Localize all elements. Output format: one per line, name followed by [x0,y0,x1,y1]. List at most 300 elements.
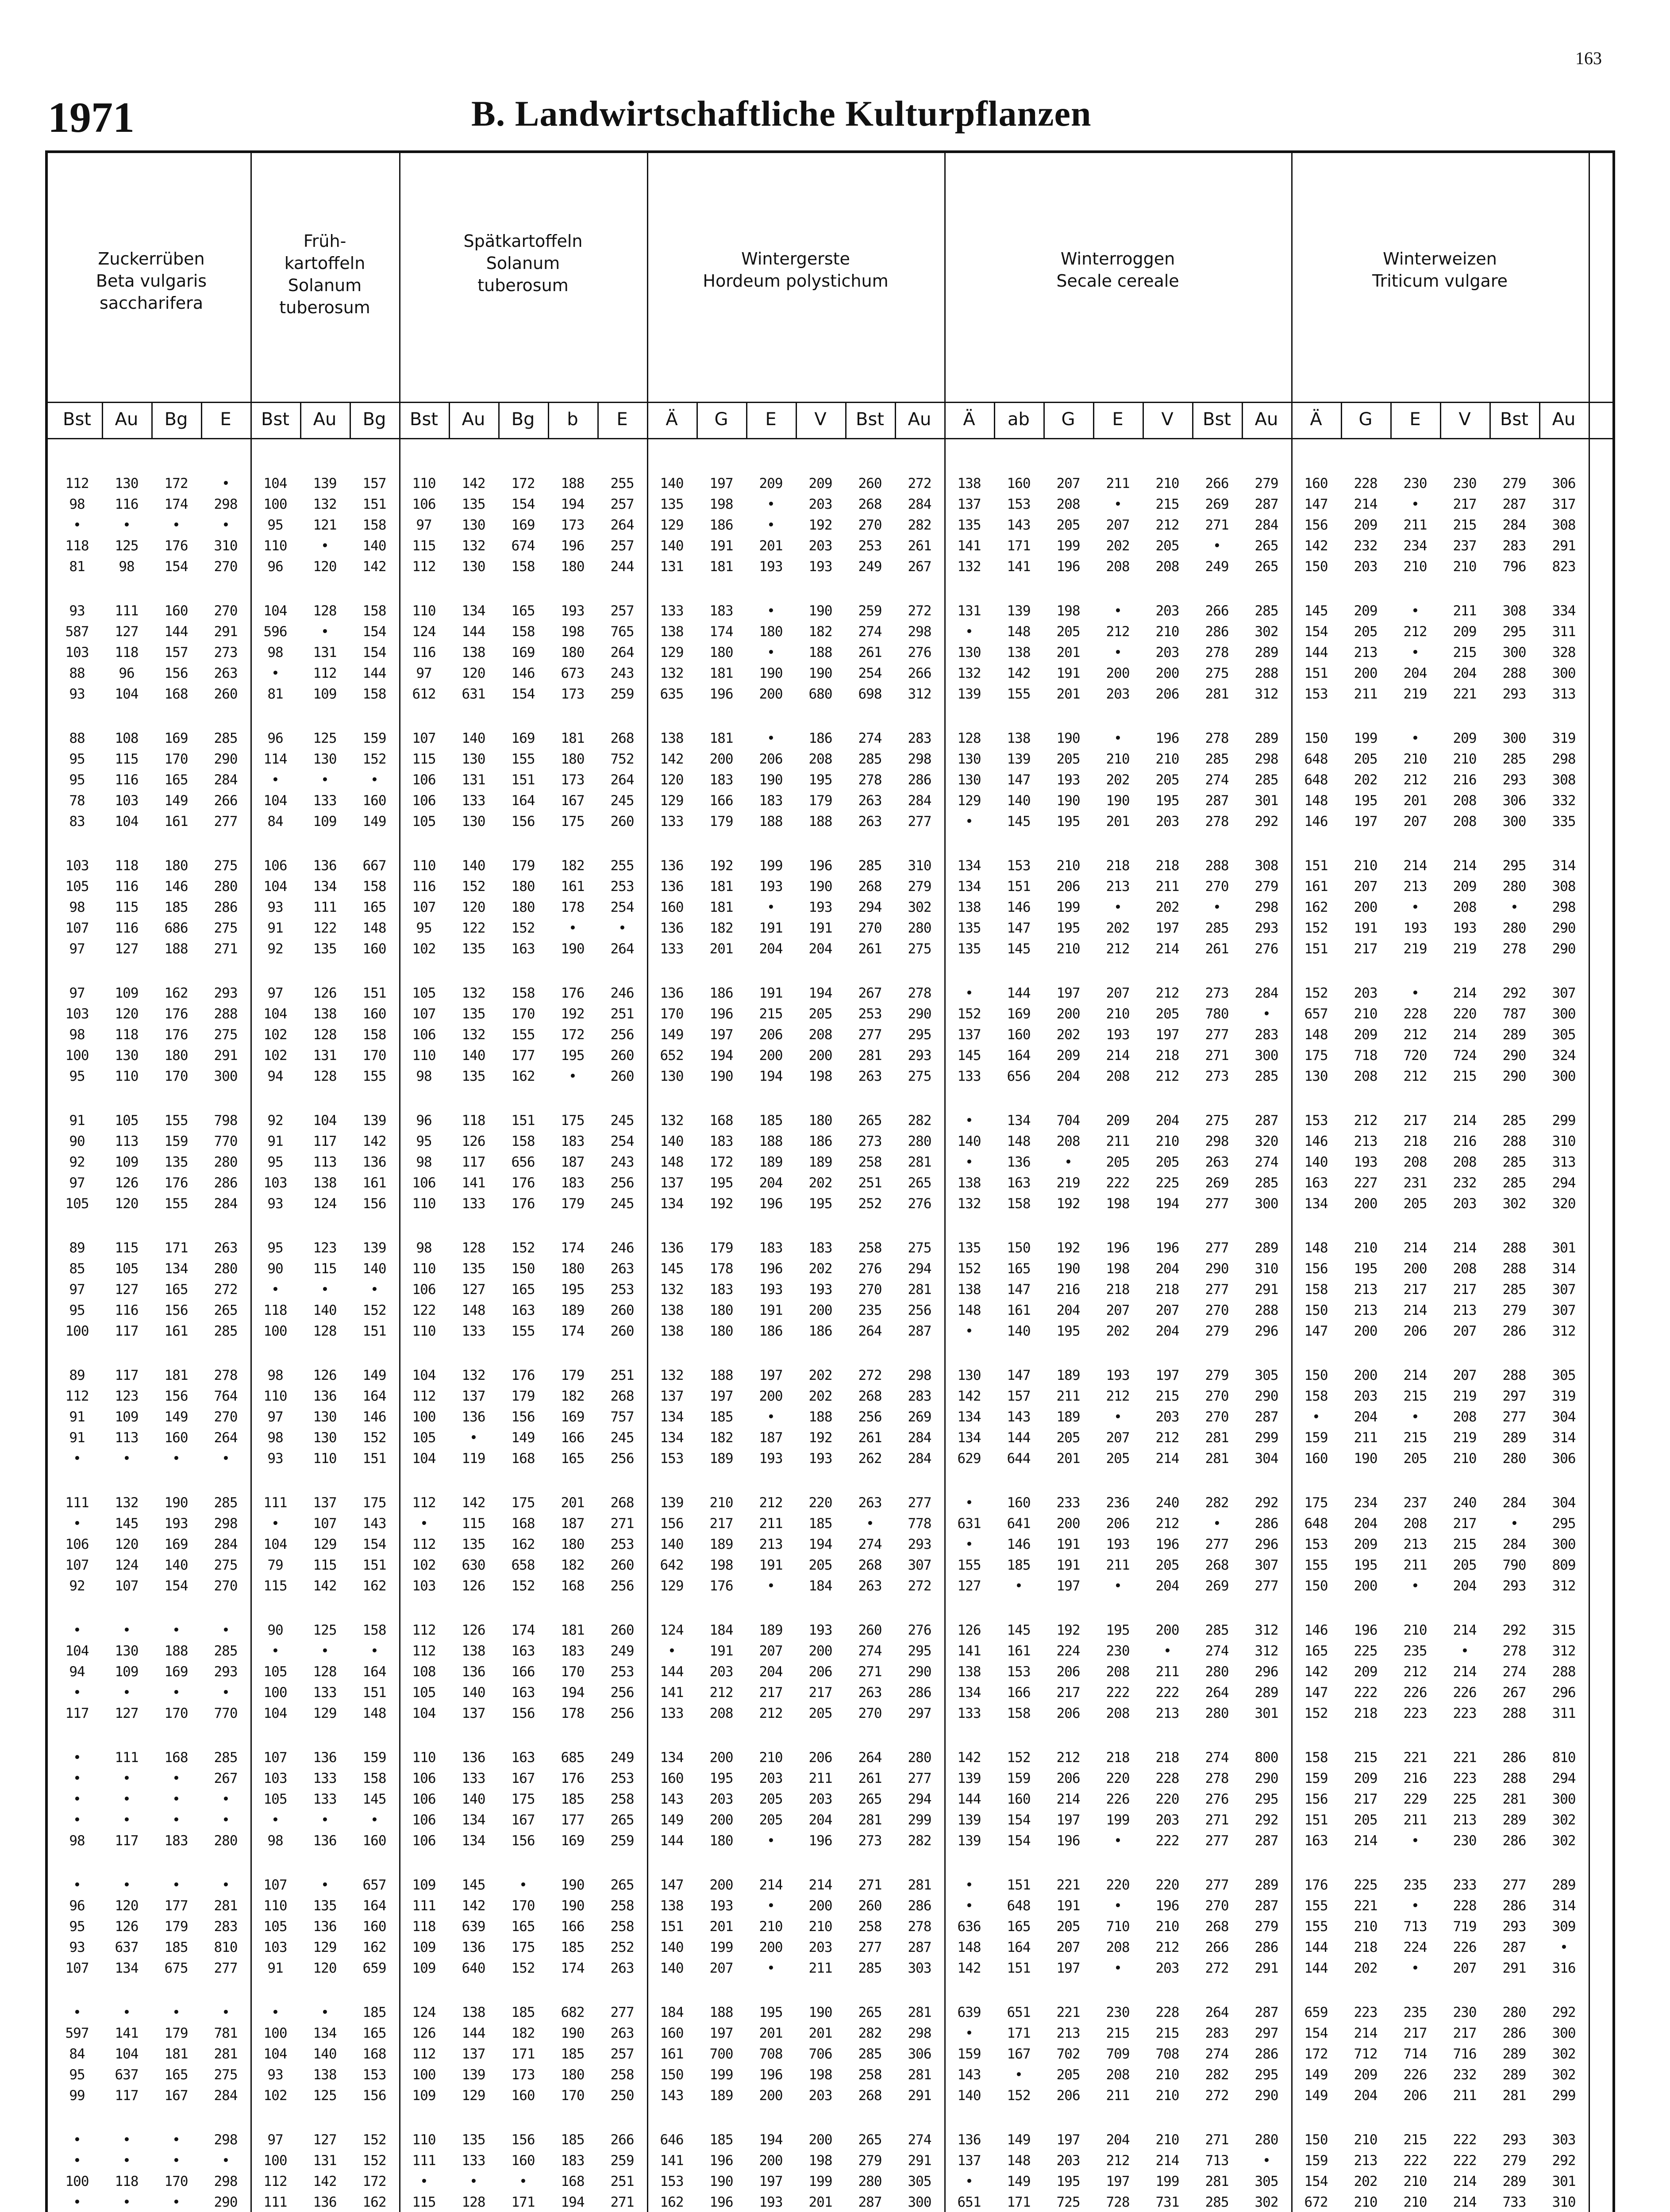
table-cell: 218 [1106,858,1130,874]
table-cell: 127 [115,1282,139,1298]
table-cell: 179 [164,2025,188,2041]
table-cell: 204 [1155,1323,1179,1339]
table-cell: 164 [1007,1048,1031,1064]
table-cell: 222 [1403,2153,1427,2169]
table-cell: • [222,517,230,533]
table-cell: 208 [1403,1154,1427,1170]
table-cell: 702 [1056,2046,1080,2062]
table-cell: 168 [511,1516,535,1532]
table-cell: 189 [1056,1367,1080,1383]
table-cell: 115 [263,1578,287,1594]
table-cell: 204 [1453,1578,1477,1594]
table-cell: 324 [1552,1048,1576,1064]
table-cell: 135 [462,2132,485,2148]
group-header-line: tuberosum [279,298,370,317]
table-cell: 136 [660,1240,684,1256]
table-cell: 230 [1106,2005,1130,2020]
table-cell: • [321,1877,329,1893]
table-cell: 280 [214,879,238,895]
table-cell: 156 [1304,517,1328,533]
table-cell: 142 [313,2174,337,2189]
table-cell: 170 [164,1705,188,1721]
table-cell: 190 [759,665,783,681]
table-cell: • [123,1451,131,1467]
column-header [895,409,944,430]
table-cell: 133 [313,1685,337,1701]
table-cell: 286 [1205,624,1229,640]
table-cell: 142 [660,751,684,767]
table-cell: 188 [759,1133,783,1149]
table-cell: 292 [1254,1495,1278,1511]
table-cell: 217 [1453,2025,1477,2041]
table-cell: 174 [561,1960,585,1976]
table-cell: 131 [660,559,684,575]
table-cell: 104 [115,2046,139,2062]
table-cell: 102 [263,2088,287,2104]
table-cell: 158 [362,517,386,533]
table-cell: 181 [709,665,733,681]
table-cell: 293 [908,1048,931,1064]
table-cell: 215 [1453,1068,1477,1084]
table-cell: 314 [1552,1898,1576,1914]
table-cell: 210 [1354,1919,1378,1935]
table-cell: 215 [1453,517,1477,533]
table-cell: 205 [808,1705,832,1721]
table-cell: 106 [412,1791,436,1807]
table-cell: 175 [1304,1048,1328,1064]
group-header-line: tuberosum [477,276,569,295]
column-header-label: G [1358,409,1373,430]
table-cell: 210 [1155,476,1179,492]
table-cell: 272 [1205,1960,1229,1976]
table-cell: 127 [115,1705,139,1721]
table-cell: • [1114,1898,1122,1914]
table-cell: 166 [561,1430,585,1446]
table-cell: 271 [1205,1812,1229,1828]
table-cell: 232 [1453,1175,1477,1191]
table-cell: • [965,1898,973,1914]
table-cell: 261 [858,941,882,957]
table-cell: 657 [362,1877,386,1893]
table-cell: 132 [957,665,981,681]
table-cell: 178 [561,1705,585,1721]
table-cell: 135 [462,1536,485,1552]
column-header [1291,409,1341,430]
table-cell: 176 [561,985,585,1001]
table-cell: 95 [69,1302,85,1318]
table-cell: 290 [908,1664,931,1680]
table-cell: 161 [362,1175,386,1191]
table-cell: 79 [267,1557,283,1573]
table-cell: 176 [511,1196,535,1212]
table-cell: 218 [1106,1750,1130,1766]
table-cell: • [172,1685,180,1701]
table-cell: 135 [462,1261,485,1277]
table-cell: 109 [115,1664,139,1680]
table-cell: 109 [412,1939,436,1955]
table-cell: 161 [561,879,585,895]
table-cell: 296 [1254,1664,1278,1680]
table-cell: 162 [164,985,188,1001]
table-cell: 188 [808,814,832,830]
table-cell: 116 [115,772,139,788]
table-cell: 328 [1552,645,1576,661]
column-header [250,409,300,430]
table-cell: 269 [1205,1578,1229,1594]
table-cell: 175 [1304,1495,1328,1511]
table-cell: 306 [1502,793,1526,809]
table-cell: • [321,1282,329,1298]
table-cell: 283 [1254,1027,1278,1043]
table-cell: 103 [115,793,139,809]
table-cell: 301 [1552,2174,1576,2189]
table-cell: 190 [709,1068,733,1084]
table-cell: • [73,2005,81,2020]
table-cell: 216 [1403,1770,1427,1786]
table-cell: 205 [1106,1154,1130,1170]
table-cell: 151 [1304,1812,1328,1828]
table-cell: 138 [660,624,684,640]
table-cell: 138 [462,2005,485,2020]
table-cell: 159 [1304,1430,1328,1446]
table-cell: 194 [561,496,585,512]
table-cell: 137 [462,1388,485,1404]
table-cell: 98 [69,1833,85,1849]
table-cell: 268 [610,1388,634,1404]
table-cell: 287 [1254,1409,1278,1425]
table-cell: • [123,1770,131,1786]
table-cell: 158 [1304,1750,1328,1766]
table-cell: 151 [511,772,535,788]
table-cell: 278 [214,1367,238,1383]
table-cell: 138 [660,1302,684,1318]
table-cell: 144 [660,1664,684,1680]
table-cell: 106 [412,1770,436,1786]
table-cell: 189 [709,2088,733,2104]
table-cell: • [1262,2153,1270,2169]
table-cell: 106 [412,793,436,809]
table-cell: 188 [759,814,783,830]
table-cell: 193 [1403,920,1427,936]
table-cell: 131 [462,772,485,788]
table-cell: 271 [214,941,238,957]
table-cell: 145 [957,1048,981,1064]
column-header-label: Bst [1203,409,1231,430]
table-cell: 276 [908,645,931,661]
table-cell: 212 [1354,1113,1378,1129]
table-cell: 210 [1354,2132,1378,2148]
table-cell: 293 [1502,2132,1526,2148]
table-cell: 85 [69,1261,85,1277]
table-cell: 246 [610,1240,634,1256]
table-cell: 264 [214,1430,238,1446]
table-cell: 125 [313,2088,337,2104]
table-cell: 193 [759,879,783,895]
table-cell: 295 [1254,1791,1278,1807]
table-cell: 296 [1254,1536,1278,1552]
table-cell: 120 [115,1006,139,1022]
table-cell: 289 [1502,1027,1526,1043]
table-cell: 207 [1106,985,1130,1001]
table-cell: 275 [214,1557,238,1573]
table-cell: 219 [1403,686,1427,702]
table-cell: 193 [808,1451,832,1467]
table-cell: 132 [462,538,485,554]
table-cell: 100 [65,2174,89,2189]
table-cell: 135 [957,941,981,957]
table-cell: 235 [1403,1643,1427,1659]
table-cell: • [370,1282,378,1298]
table-cell: 281 [1502,1791,1526,1807]
table-cell: 195 [1056,2174,1080,2189]
table-cell: 154 [1007,1833,1031,1849]
table-cell: 287 [1254,1898,1278,1914]
table-cell: 174 [561,1240,585,1256]
table-cell: 183 [561,1643,585,1659]
table-cell: 277 [1205,1536,1229,1552]
table-cell: 287 [1254,2005,1278,2020]
table-cell: 153 [1304,686,1328,702]
table-cell: 128 [313,603,337,619]
table-cell: 104 [263,879,287,895]
table-cell: 111 [412,1898,436,1914]
table-cell: 211 [808,1960,832,1976]
table-cell: 217 [709,1516,733,1532]
table-cell: 152 [362,1430,386,1446]
table-cell: 201 [709,1919,733,1935]
table-cell: 129 [313,1939,337,1955]
table-cell: 179 [709,1240,733,1256]
table-cell: 160 [362,1006,386,1022]
table-cell: 288 [1502,1770,1526,1786]
table-cell: • [123,1685,131,1701]
table-cell: 266 [1205,476,1229,492]
table-cell: 164 [1007,1939,1031,1955]
table-cell: 129 [660,1578,684,1594]
table-cell: 287 [908,1323,931,1339]
table-cell: 188 [808,645,832,661]
table-cell: 212 [1403,1068,1427,1084]
table-cell: 648 [1304,772,1328,788]
table-cell: 106 [412,772,436,788]
table-cell: 93 [267,1451,283,1467]
table-cell: 162 [511,1536,535,1552]
column-header-label: G [1061,409,1075,430]
table-cell: 278 [908,1919,931,1935]
table-cell: 104 [263,793,287,809]
table-cell: 260 [858,476,882,492]
table-cell: 770 [214,1705,238,1721]
table-cell: 140 [362,1261,386,1277]
table-cell: 302 [1502,1196,1526,1212]
table-cell: 210 [1155,2088,1179,2104]
table-cell: 277 [908,1770,931,1786]
table-cell: 265 [858,2005,882,2020]
table-cell: 230 [1403,476,1427,492]
table-cell: 254 [610,899,634,915]
table-cell: 156 [164,1388,188,1404]
table-cell: 183 [561,1133,585,1149]
table-cell: 270 [214,1409,238,1425]
table-cell: 197 [1056,2132,1080,2148]
table-cell: 190 [808,665,832,681]
table-cell: 97 [69,941,85,957]
table-cell: 292 [1254,1812,1278,1828]
table-cell: 197 [1056,985,1080,1001]
table-cell: 221 [1056,2005,1080,2020]
table-cell: 96 [69,1898,85,1914]
table-cell: 140 [957,1133,981,1149]
table-cell: 199 [1056,538,1080,554]
table-cell: 206 [1056,1770,1080,1786]
table-cell: 190 [1056,1261,1080,1277]
table-cell: 110 [263,1898,287,1914]
table-cell: 105 [412,1430,436,1446]
table-cell: • [123,517,131,533]
table-cell: 108 [412,1664,436,1680]
table-cell: 210 [1155,1133,1179,1149]
table-cell: 93 [267,2067,283,2083]
table-cell: 285 [1205,920,1229,936]
table-cell: • [321,1812,329,1828]
table-cell: 217 [808,1685,832,1701]
table-cell: 210 [759,1919,783,1935]
table-cell: 192 [1056,1196,1080,1212]
table-cell: 260 [610,1302,634,1318]
table-cell: 107 [412,899,436,915]
table-cell: 158 [1007,1196,1031,1212]
table-cell: 172 [164,476,188,492]
table-cell: 217 [1453,1282,1477,1298]
table-cell: 149 [660,1812,684,1828]
table-cell: 198 [709,496,733,512]
table-cell: 200 [709,1750,733,1766]
table-cell: 136 [957,2132,981,2148]
table-cell: • [222,1451,230,1467]
table-cell: 229 [1403,1791,1427,1807]
table-cell: 733 [1502,2194,1526,2210]
table-cell: 144 [957,1791,981,1807]
table-cell: 287 [1254,496,1278,512]
column-header [1390,409,1440,430]
table-cell: 213 [1403,1536,1427,1552]
table-cell: 136 [462,1664,485,1680]
table-cell: 97 [69,1282,85,1298]
table-cell: • [222,476,230,492]
table-cell: 281 [1502,2088,1526,2104]
table-cell: • [172,1812,180,1828]
table-cell: 139 [1007,751,1031,767]
table-cell: 190 [1056,793,1080,809]
table-cell: 796 [1502,559,1526,575]
table-cell: 166 [709,793,733,809]
table-cell: 144 [660,1833,684,1849]
table-cell: 209 [759,476,783,492]
table-cell: 162 [511,1068,535,1084]
table-cell: • [1114,645,1122,661]
table-cell: 160 [1007,1027,1031,1043]
table-cell: 142 [462,476,485,492]
table-cell: 88 [69,665,85,681]
table-cell: 260 [610,1068,634,1084]
table-cell: 278 [1502,1643,1526,1659]
table-cell: 102 [263,1048,287,1064]
table-cell: 118 [115,645,139,661]
table-cell: 140 [1304,1154,1328,1170]
table-cell: 300 [1502,730,1526,746]
table-cell: 307 [1552,1282,1576,1298]
table-cell: 153 [660,1451,684,1467]
table-cell: 125 [115,538,139,554]
table-cell: 148 [660,1154,684,1170]
table-cell: 134 [313,2025,337,2041]
table-cell: 108 [115,730,139,746]
table-cell: • [321,772,329,788]
table-cell: 222 [1106,1175,1130,1191]
table-cell: 169 [164,1664,188,1680]
table-cell: 205 [1155,772,1179,788]
table-cell: 98 [69,1027,85,1043]
table-cell: 215 [1403,2132,1427,2148]
table-cell: 176 [561,1770,585,1786]
table-cell: 261 [908,538,931,554]
table-cell: 107 [65,1960,89,1976]
table-cell: 185 [164,899,188,915]
table-cell: 232 [1354,538,1378,554]
table-cell: • [1114,1578,1122,1594]
table-cell: 222 [1354,1685,1378,1701]
table-cell: 183 [808,1240,832,1256]
table-cell: • [767,730,775,746]
table-cell: 97 [69,1175,85,1191]
table-cell: 93 [267,1196,283,1212]
table-cell: 139 [957,1812,981,1828]
table-cell: 186 [808,1133,832,1149]
table-cell: 219 [1453,1388,1477,1404]
table-cell: 197 [1056,1812,1080,1828]
table-cell: 152 [1007,2088,1031,2104]
table-cell: 305 [908,2174,931,2189]
table-cell: 283 [1205,2025,1229,2041]
table-cell: 213 [1354,1302,1378,1318]
table-cell: 213 [1106,879,1130,895]
table-cell: 285 [858,2046,882,2062]
table-cell: 227 [1354,1175,1378,1191]
table-cell: 256 [610,1027,634,1043]
table-cell: 251 [610,1006,634,1022]
table-cell: • [222,2005,230,2020]
table-cell: 177 [164,1898,188,1914]
table-cell: 280 [1502,1451,1526,1467]
table-cell: 284 [908,1451,931,1467]
table-cell: 214 [1453,1664,1477,1680]
table-cell: 160 [511,2088,535,2104]
table-cell: 131 [313,1048,337,1064]
table-cell: 190 [1354,1451,1378,1467]
table-cell: 280 [908,1750,931,1766]
table-cell: 277 [908,1495,931,1511]
table-cell: 135 [660,496,684,512]
column-header-label: Au [462,409,485,430]
table-cell: 302 [1254,2194,1278,2210]
table-cell: 214 [759,1877,783,1893]
table-cell: 289 [1552,1877,1576,1893]
table-cell: 111 [263,2194,287,2210]
table-cell: 139 [362,1240,386,1256]
column-header-label: E [220,409,231,430]
table-cell: • [73,1516,81,1532]
table-cell: 251 [858,1175,882,1191]
